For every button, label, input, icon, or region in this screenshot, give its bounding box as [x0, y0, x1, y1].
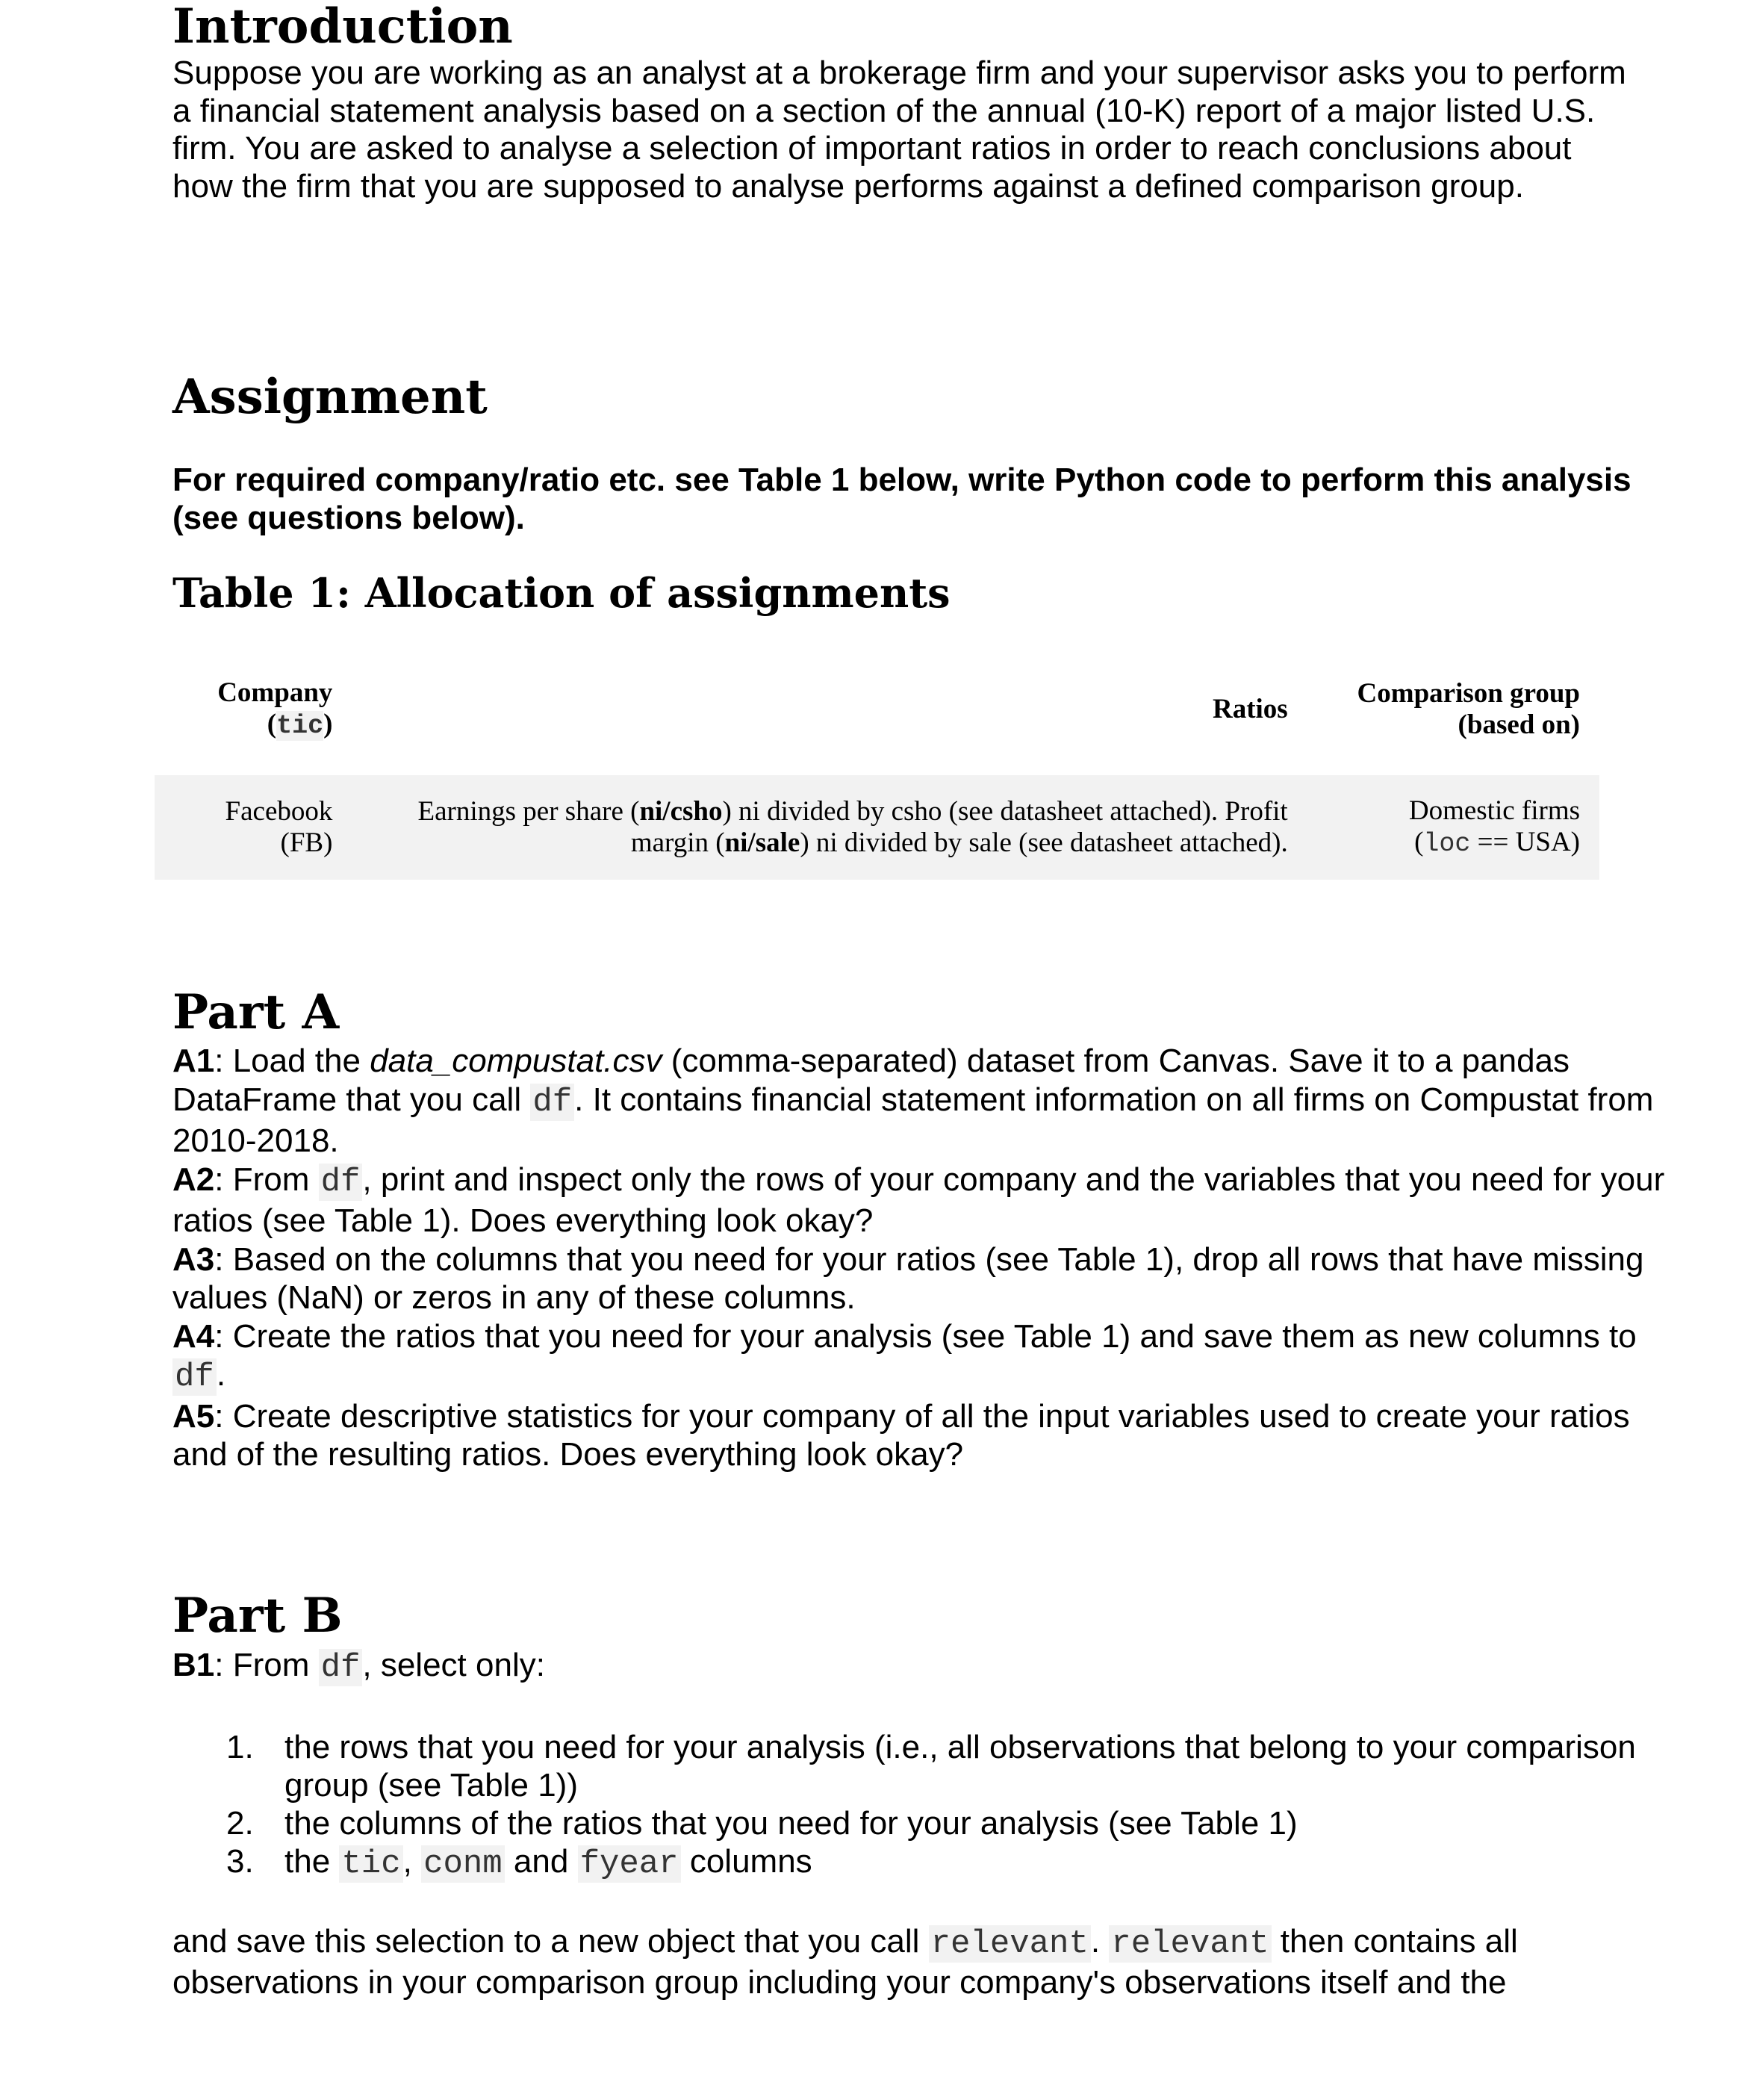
header-ratios: Ratios	[1212, 694, 1288, 724]
a1-df-code: df	[530, 1084, 574, 1121]
list-item-number: 2.	[226, 1805, 254, 1842]
eps-label: Earnings per share (	[417, 796, 640, 827]
b1-label: B1	[172, 1647, 215, 1683]
cell-comparison-group	[1288, 775, 1599, 880]
question-a1	[172, 1042, 1666, 1161]
a5-label: A5	[172, 1397, 215, 1435]
allocation-table	[155, 665, 1599, 880]
table-header-row	[155, 665, 1599, 754]
group-line2: (loc == USA)	[1414, 827, 1580, 859]
question-a4	[172, 1317, 1666, 1397]
a2-label: A2	[172, 1161, 215, 1198]
fyear-code: fyear	[578, 1845, 681, 1883]
header-company	[155, 665, 332, 754]
list-item-text-post: columns	[680, 1843, 812, 1880]
list-item-sep1: ,	[402, 1843, 422, 1880]
assignment-instruction: For required company/ratio etc. see Table 1 below, write Python code to perform this analysis (see questions below).	[172, 462, 1631, 536]
header-comparison-line1: Comparison group	[1357, 678, 1580, 709]
group-code: loc	[1423, 829, 1471, 859]
company-name: Facebook	[225, 796, 333, 827]
question-a5	[172, 1397, 1666, 1474]
introduction-heading: Introduction	[172, 0, 513, 55]
list-item	[172, 1728, 1666, 1804]
assignment-heading: Assignment	[172, 369, 488, 425]
header-comparison-line2: (based on)	[1458, 709, 1580, 740]
b1-text-post: , select only:	[362, 1647, 545, 1683]
relevant-code-2: relevant	[1109, 1925, 1271, 1963]
table-1-heading: Table 1: Allocation of assignments	[172, 569, 951, 617]
b1-text-pre: : From	[214, 1647, 319, 1683]
a4-label: A4	[172, 1317, 215, 1355]
a1-text-pre: : Load the	[214, 1043, 370, 1079]
a1-text-mid: (comma-separated) dataset from Canvas. Save it to a pandas DataFrame that you call	[172, 1043, 1570, 1118]
a1-filename: data_compustat.csv	[370, 1043, 662, 1079]
eps-description: ) ni divided by csho (see datasheet attached). Profit margin (	[630, 796, 1288, 858]
list-item-number: 1.	[226, 1729, 254, 1765]
b1-df-code: df	[319, 1649, 363, 1686]
table-row	[155, 775, 1599, 880]
question-a2	[172, 1161, 1666, 1240]
list-item	[172, 1842, 1666, 1883]
final-sep: .	[1090, 1923, 1110, 1960]
a3-label: A3	[172, 1240, 215, 1278]
tic-code: tic	[339, 1845, 402, 1883]
a4-text-post: .	[216, 1356, 226, 1393]
final-text-pre: and save this selection to a new object that you call	[172, 1923, 929, 1960]
part-b-heading: Part B	[172, 1588, 343, 1644]
a4-df-code: df	[172, 1358, 217, 1396]
question-a3	[172, 1240, 1666, 1317]
introduction-paragraph: Suppose you are working as an analyst at a brokerage firm and your supervisor asks you to perform a financial statement analysis based on a section of the annual (10-K) report of a major listed U.S. firm. You are asked to analyse a selection of important ratios in order to reach conclusions about how the firm that you are supposed to analyse performs against a defined comparison group.	[172, 55, 1626, 205]
header-company-label: Company	[217, 677, 333, 708]
a2-text-post: , print and inspect only the rows of your company and the variables that you need for your ratios (see Table 1). Does everything look okay?	[172, 1161, 1665, 1239]
relevant-code-1: relevant	[929, 1925, 1091, 1963]
list-item	[172, 1804, 1666, 1842]
list-item-text-pre: the	[284, 1843, 340, 1880]
header-comparison-group	[1288, 665, 1599, 754]
group-line1: Domestic firms	[1408, 795, 1580, 826]
cell-company	[155, 775, 332, 880]
a3-text: : Based on the columns that you need for your ratios (see Table 1), drop all rows that have missing values (NaN) or zeros in any of these columns.	[172, 1240, 1644, 1316]
a5-text: : Create descriptive statistics for your company of all the input variables used to create your ratios and of the resulting ratios. Does everything look okay?	[172, 1397, 1630, 1473]
a1-label: A1	[172, 1043, 215, 1079]
part-b-final-paragraph	[172, 1922, 1666, 2001]
list-item-text: the columns of the ratios that you need for your analysis (see Table 1)	[284, 1805, 1298, 1842]
header-company-code-wrap: (tic)	[267, 709, 333, 741]
part-a-body	[172, 1042, 1666, 1474]
cell-ratios	[332, 775, 1287, 880]
a2-df-code: df	[319, 1164, 363, 1201]
a1-text-post: . It contains financial statement information on all firms on Compustat from 2010-2018.	[172, 1081, 1654, 1159]
header-company-code: tic	[276, 711, 324, 741]
eps-formula: ni/csho	[639, 796, 723, 827]
profit-margin-formula: ni/sale	[724, 827, 800, 858]
company-tic: (FB)	[280, 827, 333, 858]
question-b1	[172, 1646, 545, 1687]
conm-code: conm	[421, 1845, 505, 1883]
list-item-text: the rows that you need for your analysis (i.e., all observations that belong to your comparison group (see Table 1))	[284, 1729, 1636, 1804]
list-item-sep2: and	[504, 1843, 578, 1880]
part-a-heading: Part A	[172, 984, 340, 1040]
a2-text-pre: : From	[214, 1161, 319, 1198]
profit-margin-description: ) ni divided by sale (see datasheet attached).	[800, 827, 1288, 858]
b1-selection-list	[172, 1728, 1666, 1883]
list-item-number: 3.	[226, 1843, 254, 1880]
group-rest: == USA)	[1470, 827, 1580, 857]
a4-text-pre: : Create the ratios that you need for your analysis (see Table 1) and save them as new columns to	[214, 1317, 1637, 1355]
final-text-post: then contains all observations in your comparison group including your company's observations itself and the	[172, 1923, 1518, 2001]
